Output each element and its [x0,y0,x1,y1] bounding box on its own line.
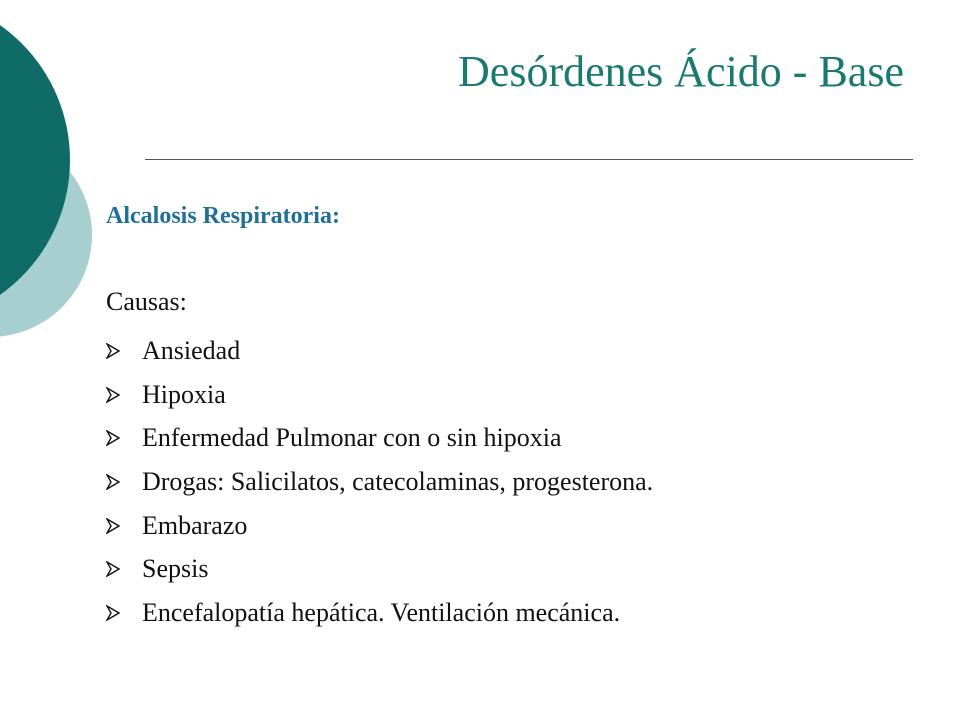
arrowhead-bullet-icon [106,518,120,534]
arrowhead-bullet-icon [106,474,120,490]
list-item-text: Hipoxia [142,379,226,409]
list-item-text: Drogas: Salicilatos, catecolaminas, progesterona. [142,466,654,496]
causes-list [106,329,653,635]
causes-label: Causas: [106,287,187,316]
arrowhead-bullet-icon [106,561,120,577]
list-item [106,460,653,504]
list-item [106,416,653,460]
list-item [106,547,653,591]
arrowhead-bullet-icon [106,430,120,446]
decorative-circles [0,0,120,400]
list-item-text: Embarazo [142,510,248,540]
list-item-text: Enfermedad Pulmonar con o sin hipoxia [142,423,562,453]
list-item [106,504,653,548]
list-item-text: Ansiedad [142,335,241,365]
arrowhead-bullet-icon [106,605,120,621]
slide-title: Desórdenes Ácido - Base [458,47,904,96]
list-item [106,373,653,417]
list-item [106,329,653,373]
arrowhead-bullet-icon [106,387,120,403]
list-item-text: Sepsis [142,554,209,584]
arrowhead-bullet-icon [106,343,120,359]
slide-subtitle: Alcalosis Respiratoria: [106,203,340,229]
title-divider [145,159,913,160]
list-item-text: Encefalopatía hepática. Ventilación mecánica. [142,597,621,627]
list-item [106,591,653,635]
